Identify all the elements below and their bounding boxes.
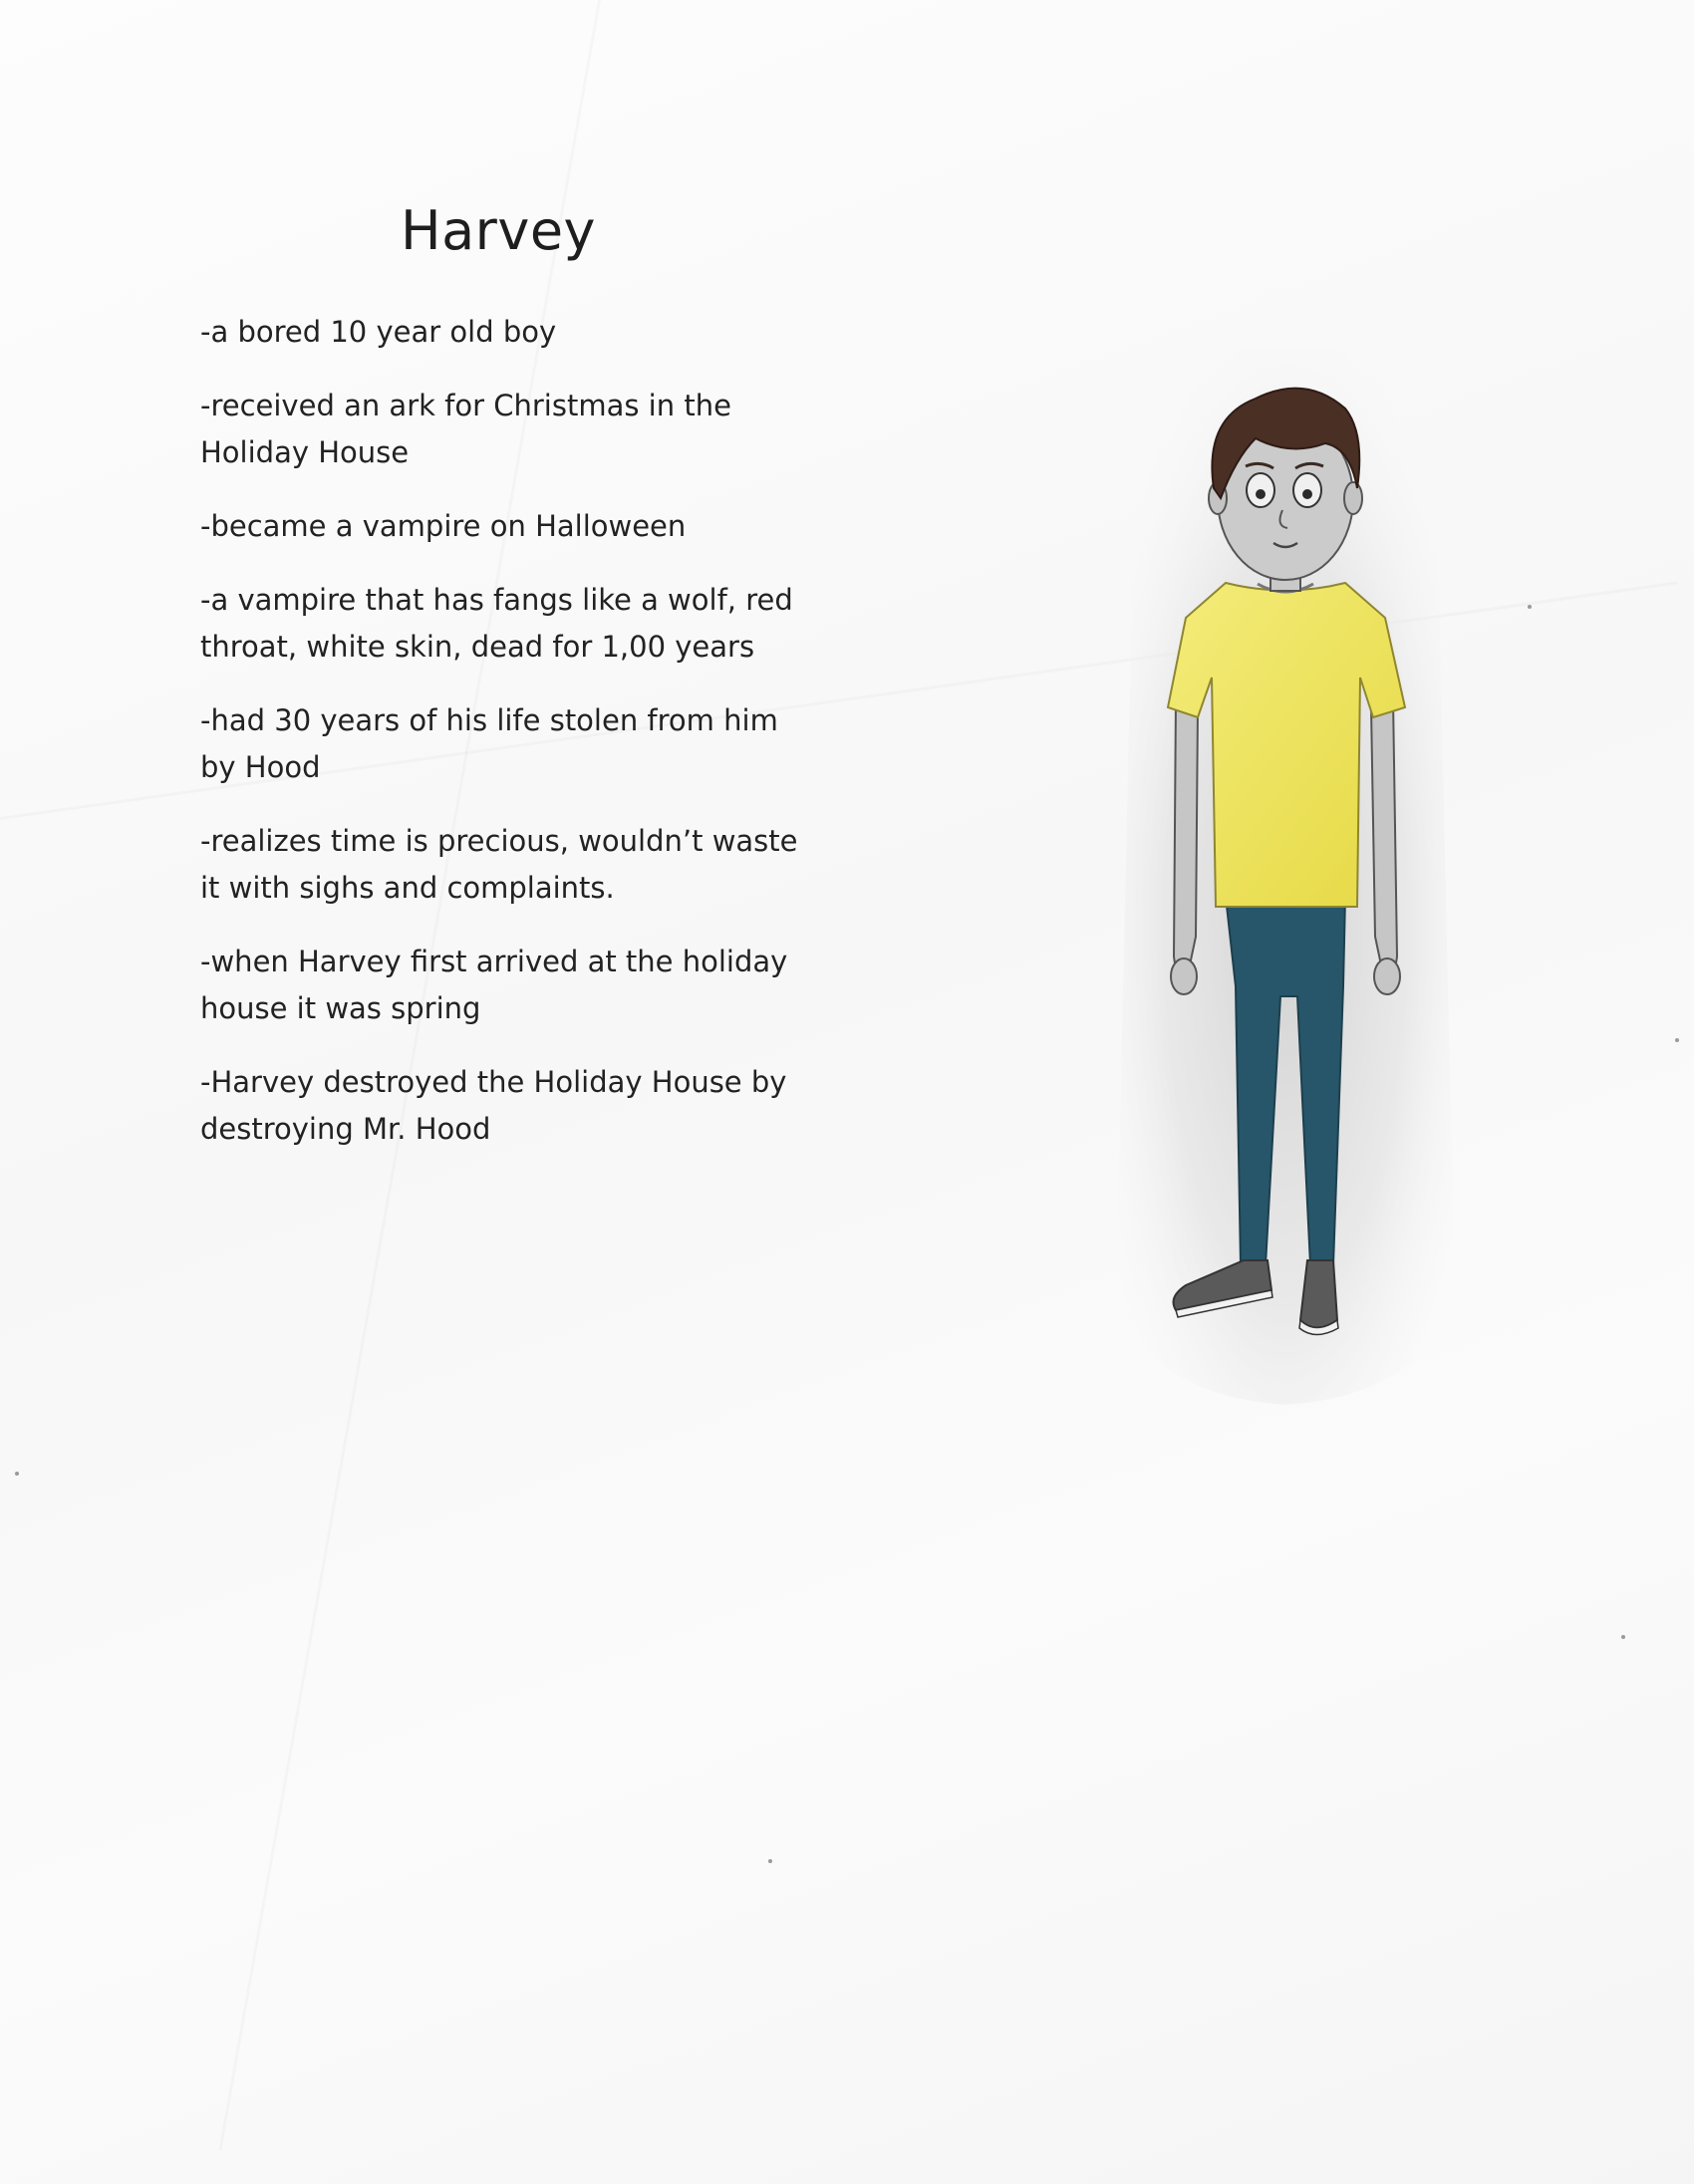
note-item: -a bored 10 year old boy (200, 315, 557, 349)
paper-speck (768, 1859, 772, 1863)
note-item: -when Harvey first arrived at the holiday house it was spring (200, 945, 788, 1025)
paper-speck (1528, 605, 1532, 609)
note-item: -received an ark for Christmas in the Holiday House (200, 389, 731, 469)
note-item: -Harvey destroyed the Holiday House by destroying Mr. Hood (200, 1065, 787, 1146)
paper-speck (1621, 1635, 1625, 1639)
paper-speck (15, 1472, 19, 1476)
note-item: -a vampire that has fangs like a wolf, red throat, white skin, dead for 1,00 years (200, 583, 793, 664)
right-shoe (1300, 1260, 1337, 1328)
note-item: -had 30 years of his life stolen from him by Hood (200, 703, 778, 784)
left-pupil (1256, 489, 1266, 499)
character-notes (200, 309, 798, 1180)
harvey-illustration (1076, 339, 1495, 1415)
right-pupil (1302, 489, 1312, 499)
left-hand (1171, 958, 1197, 994)
right-hand (1374, 958, 1400, 994)
page-title: Harvey (400, 199, 597, 262)
note-item: -realizes time is precious, wouldn’t waste it with sighs and complaints. (200, 824, 798, 905)
right-ear (1344, 482, 1362, 514)
note-item: -became a vampire on Halloween (200, 509, 687, 543)
paper-speck (1675, 1038, 1679, 1042)
